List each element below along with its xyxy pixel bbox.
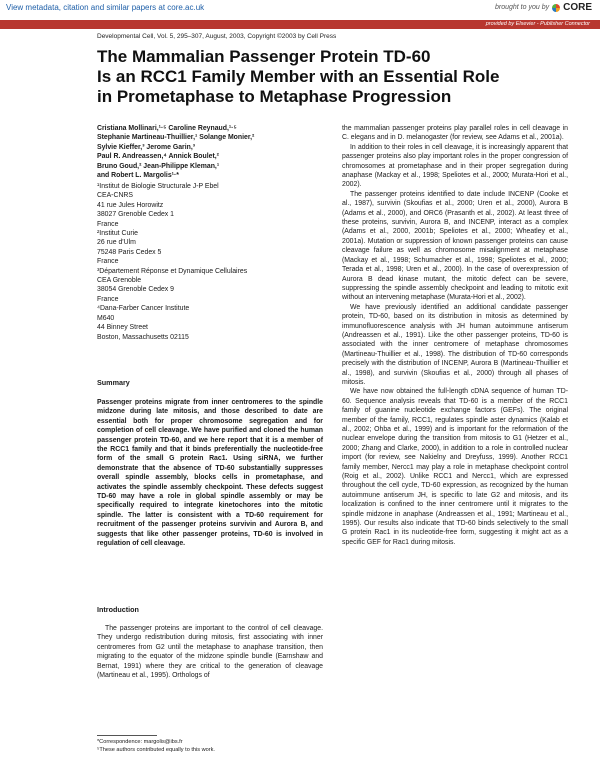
affiliation-line: M640: [97, 314, 115, 322]
affiliations: [97, 182, 323, 342]
affiliation-line: CEA Grenoble: [97, 277, 142, 285]
paragraph: We have previously identified an additional candidate passenger protein, TD-60, based on its distribution in mitosis as determined by immunofluorescence analysis with JH human autoimmune antiserum (Andreassen et al., 1991). Like the other passenger proteins, TD-60 is associated with the inner centromere of metaphase chromosomes (Martineau-Thuillier et al., 1998). The distribution of TD-60 corresponds precisely with the distribution of INCENP, Aurora B (Martineau-Thuillier et al., 1998), and survivin (Skoufias et al., 2000) through all phases of mitosis.: [342, 303, 568, 386]
author-line: Stephanie Martineau-Thuillier,¹ Solange Monier,²: [97, 134, 255, 142]
affiliation-line: France: [97, 258, 119, 266]
paper-title: [97, 47, 547, 107]
affiliation-line: CEA-CNRS: [97, 192, 133, 200]
affiliation-line: 44 Binney Street: [97, 324, 148, 332]
provider-bar: [0, 20, 600, 29]
affiliation-line: 38054 Grenoble Cedex 9: [97, 286, 175, 294]
title-line: Is an RCC1 Family Member with an Essential Role: [97, 67, 500, 86]
affiliation-line: ³Département Réponse et Dynamique Cellulaires: [97, 267, 248, 275]
brought-by-text: brought to you by: [495, 4, 550, 11]
core-logo-icon: [552, 4, 560, 12]
author-line: Cristiana Mollinari,¹·⁵ Caroline Reynaud,¹·⁵: [97, 125, 237, 132]
introduction-heading: Introduction: [97, 605, 139, 614]
equal-contribution-footnote: ⁵These authors contributed equally to this work.: [97, 747, 215, 753]
right-column-body: [342, 124, 568, 547]
affiliation-line: ¹Institut de Biologie Structurale J-P Ebel: [97, 183, 219, 190]
paragraph: The passenger proteins are important to the control of cell cleavage. They undergo redistribution during mitosis, first associating with inner centromeres from G2 until the metaphase to anaphase transition, then migrating to the equator of the midzone spindle bundle (Earnshaw and Bernat, 1991) where they are critical to the generation of cleavage (Martineau et al., 1995). Orthologs of: [97, 625, 323, 680]
paragraph: We have now obtained the full-length cDNA sequence of human TD-60. Sequence analysis reveals that TD-60 is a member of the RCC1 family of guanine nucleotide exchange factors (GEFs). The original member of the family, RCC1, regulates spindle aster dynamics (Kalab et al., 2002; Ohba et al., 1999) and is important for the reformation of the nuclear envelope during the transition from mitosis to G1 (Hetzer et al., 2000; Zhang and Clarke, 2000), in addition to a role in controlled nuclear import (for review, see Nakielny and Dreyfuss, 1999). Another RCC1 family member, Nercc1 may play a role in metaphase checkpoint control (Roig et al., 2002). Unlike RCC1 and Nercc1, which are expressed throughout the cell cycle, TD-60 expression, as recognized by the human autoimmune antiserum JH, is specific to late G2 and mitosis, and its localization is confined to the inner centromere until it migrates to the spindle midzone in anaphase (Andreassen et al., 1991; Martineau et al., 1995). Our results also indicate that TD-60 binds selectively to the small G protein Rac1 in its nucleotide-free form, suggesting it might act as a specific GEF for Rac1 during mitosis.: [342, 388, 568, 546]
core-banner: [0, 0, 600, 20]
paragraph: In addition to their roles in cell cleavage, it is increasingly apparent that passenger proteins also play important roles in the proper congression of chromosomes at prometaphase and in their proper segregation during anaphase (Mackay et al., 1998; Speliotes et al., 2000; Murata-Hori et al., 2002).: [342, 143, 568, 189]
core-brand[interactable]: [495, 2, 592, 13]
provider-text: provided by Elsevier - Publisher Connector: [485, 21, 590, 27]
introduction-text: [97, 624, 323, 680]
title-line: in Prometaphase to Metaphase Progression: [97, 87, 452, 106]
affiliation-line: 75248 Paris Cedex 5: [97, 248, 162, 256]
footnotes: [97, 738, 323, 754]
affiliation-line: Boston, Massachusetts 02115: [97, 333, 189, 341]
author-line: Sylvie Kieffer,³ Jerome Garin,³: [97, 143, 196, 151]
affiliation-line: 41 rue Jules Horowitz: [97, 201, 164, 209]
paragraph: The passenger proteins identified to date include INCENP (Cooke et al., 1987), survivin (Skoufias et al., 2000; Uren et al., 2000), Aurora B (Adams et al., 2000), and ORC6 (Prasanth et al., 2002). At least three of these proteins, survivin, Aurora B, and INCENP, interact as a complex (Adams et al., 2000, 2001b; Speliotes et al., 2000; Wheatley et al., 2001a). Mutation or suppression of known passenger proteins can cause cleavage failure as well as chromosome misalignment at metaphase (Mackay et al., 1998; Schumacher et al., 1998; Speliotes et al., 2000; Terada et al., 1998; Uren et al., 2000). In the case of overexpression of Aurora B dead kinase mutant, the mitotic defect can be severe, suppressing the spindle assembly checkpoint and leading to mitotic exit without an intervening metaphase (Murata-Hori et al., 2002).: [342, 190, 568, 302]
author-list: [97, 124, 323, 180]
paragraph: the mammalian passenger proteins play parallel roles in cell cleavage in C. elegans and in D. melanogaster (for review, see Adams et al., 2001a).: [342, 125, 568, 142]
metadata-link[interactable]: View metadata, citation and similar papers at core.ac.uk: [6, 3, 205, 12]
affiliation-line: 26 rue d'Ulm: [97, 239, 136, 247]
correspondence-footnote: *Correspondence: margolis@ibs.fr: [97, 739, 183, 745]
summary-text: Passenger proteins migrate from inner centromeres to the spindle midzone during late mitosis, and those described to date are essential both for proper chromosome segregation and for completion of cell cleavage. We have purified and cloned the human passenger protein TD-60, and we here report that it is a member of the RCC1 family and that it binds preferentially the nucleotide-free form of the small G protein Rac1. Using siRNA, we further demonstrate that the absence of TD-60 substantially suppresses overall spindle assembly, blocks cells in prometaphase, and activates the spindle assembly checkpoint. These defects suggest TD-60 may have a role in global spindle assembly or may be specifically required to integrate kinetochores into the mitotic spindle. The latter is consistent with a TD-60 requirement for recruitment of the passenger proteins survivin and Aurora B, and suggests that like other passenger proteins, TD-60 is involved in regulation of cell cleavage.: [97, 399, 323, 548]
summary-heading: Summary: [97, 378, 130, 387]
core-logo-text: CORE: [563, 2, 592, 13]
author-line: Bruno Goud,² Jean-Philippe Kleman,¹: [97, 162, 220, 170]
author-line: and Robert L. Margolis¹·*: [97, 172, 179, 180]
affiliation-line: 38027 Grenoble Cedex 1: [97, 211, 175, 219]
footnote-divider: [97, 735, 157, 736]
affiliation-line: France: [97, 295, 119, 303]
affiliation-line: ⁴Dana-Farber Cancer Institute: [97, 305, 190, 313]
affiliation-line: France: [97, 220, 119, 228]
author-line: Paul R. Andreassen,⁴ Annick Boulet,²: [97, 153, 219, 161]
journal-citation: Developmental Cell, Vol. 5, 295–307, August, 2003, Copyright ©2003 by Cell Press: [97, 33, 337, 40]
title-line: The Mammalian Passenger Protein TD-60: [97, 47, 431, 66]
affiliation-line: ²Institut Curie: [97, 230, 138, 238]
